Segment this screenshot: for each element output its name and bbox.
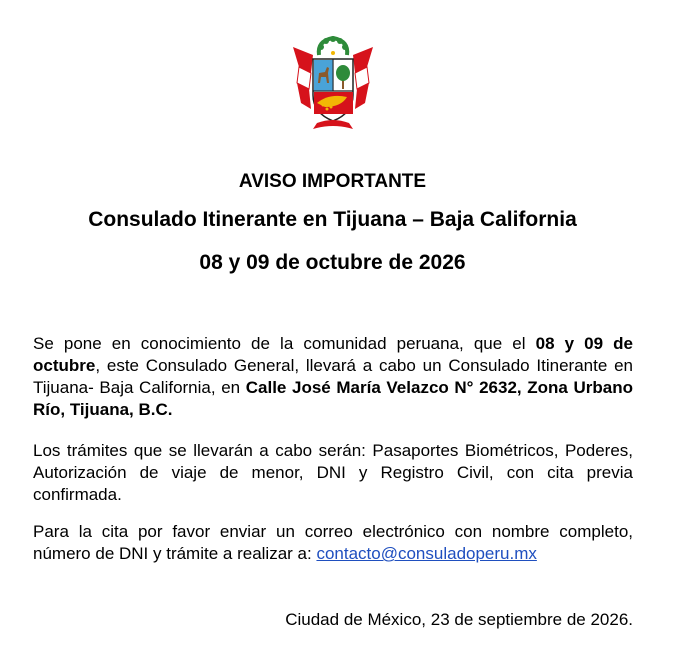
appointment-text: Para la cita por favor enviar un correo electrónico con nombre completo, número de DNI y trámite a realizar a: — [33, 522, 633, 563]
paragraph-announcement — [33, 333, 633, 421]
announcement-address: Calle José María Velazco N° 2632, Zona Urbano Río, Tijuana, B.C. — [33, 378, 633, 419]
event-dates: 08 y 09 de octubre de 2026 — [199, 251, 466, 274]
email-link[interactable]: contacto@consuladoperu.mx — [316, 544, 537, 563]
page-title: Consulado Itinerante en Tijuana – Baja California — [88, 208, 577, 231]
paragraph-appointment — [33, 521, 633, 565]
paragraph-services: Los trámites que se llevarán a cabo serán: Pasaportes Biométricos, Poderes, Autorización de viaje de menor, DNI y Registro Civil, con cita previa confirmada. — [33, 441, 633, 504]
notice-heading: AVISO IMPORTANTE — [238, 171, 427, 192]
announcement-text-2: , este Consulado General, llevará a cabo un Consulado Itinerante en Tijuana- Baja California, en — [33, 356, 633, 397]
announcement-dates: 08 y 09 de octubre — [33, 334, 633, 375]
announcement-text-1: Se pone en conocimiento de la comunidad peruana, que el — [33, 334, 536, 353]
peru-coat-of-arms-icon — [289, 33, 377, 133]
closing-date: Ciudad de México, 23 de septiembre de 2026. — [285, 610, 633, 629]
